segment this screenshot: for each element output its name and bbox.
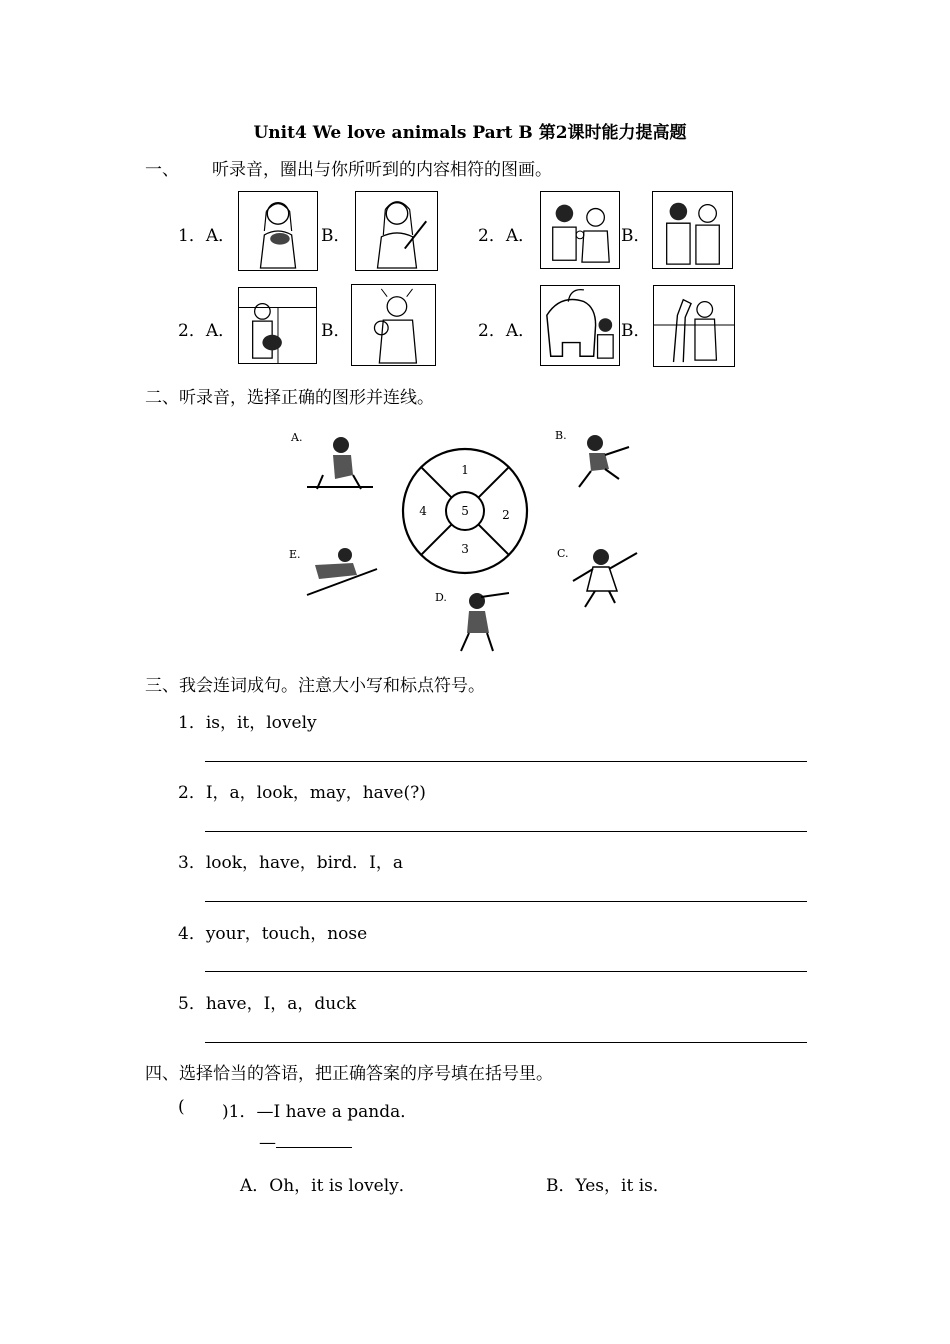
section2-heading: 二、听录音，选择正确的图形并连线。 [145, 388, 434, 408]
wheel-segment-4: 4 [419, 504, 427, 518]
figure-d-girl-dancing-icon [461, 593, 509, 651]
figure-label-c: C. [557, 547, 569, 560]
children-with-flowers-icon [541, 192, 619, 268]
q3-left-number: 2．A． [178, 321, 236, 341]
answer-line-2[interactable] [205, 831, 807, 832]
answer-line-3[interactable] [205, 901, 807, 902]
section3-heading: 三、我会连词成句。注意大小写和标点符号。 [145, 676, 485, 696]
wheel-segment-3: 3 [461, 542, 469, 556]
number-wheel [403, 449, 527, 573]
figure-b-child-running-icon [579, 435, 629, 487]
response-blank[interactable] [276, 1133, 352, 1148]
q4-right-option-b: B． [621, 321, 651, 341]
figure-label-d: D. [435, 591, 447, 604]
option-b[interactable]: B．Yes，it is． [546, 1176, 670, 1196]
two-children-icon [653, 192, 732, 268]
reorder-item-4: 4．your，touch，nose [178, 924, 368, 944]
wheel-segment-5: 5 [461, 504, 469, 518]
q2-right-option-b: B． [621, 226, 651, 246]
girl-with-feather-icon [356, 192, 437, 270]
answer-line-4[interactable] [205, 971, 807, 972]
picture-two-children-talking[interactable] [652, 191, 733, 269]
girl-holding-animal-icon [239, 192, 317, 270]
figure-label-a: A. [291, 431, 303, 444]
wheel-segment-2: 2 [502, 508, 510, 522]
figure-label-b: B. [555, 429, 567, 442]
answer-line-1[interactable] [205, 761, 807, 762]
picture-girl-with-feather[interactable] [355, 191, 438, 271]
figure-a-child-crouching-icon [307, 437, 373, 489]
reorder-item-5: 5．have，I，a，duck [178, 994, 357, 1014]
section1-heading-number: 一、 [145, 160, 179, 180]
wheel-segment-1: 1 [461, 463, 469, 477]
q1-left-option-b: B． [321, 226, 351, 246]
picture-children-with-giraffe[interactable] [653, 285, 735, 367]
question-1-text: )1．—I have a panda． [222, 1102, 418, 1122]
q4-right-number: 2．A． [478, 321, 536, 341]
picture-boy-and-girl-with-flowers[interactable] [540, 191, 620, 269]
figure-c-girl-jumping-icon [573, 549, 637, 607]
option-a[interactable]: A．Oh，it is lovely． [240, 1176, 416, 1196]
picture-girl-with-monkey[interactable] [351, 284, 436, 366]
q1-left-number: 1．A． [178, 226, 236, 246]
picture-child-with-elephant[interactable] [540, 285, 620, 366]
figure-e-child-crawling-icon [307, 548, 377, 595]
response-dash: — [259, 1133, 276, 1153]
response-line[interactable] [259, 1133, 352, 1153]
section4-heading: 四、选择恰当的答语，把正确答案的序号填在括号里。 [145, 1064, 553, 1084]
elephant-icon [541, 286, 619, 365]
section1-heading: 听录音，圈出与你所听到的内容相符的图画。 [212, 160, 552, 180]
picture-boy-with-dog[interactable] [238, 287, 317, 364]
picture-girl-holding-animal[interactable] [238, 191, 318, 271]
figure-label-e: E. [289, 548, 301, 561]
reorder-item-1: 1．is，it，lovely [178, 713, 317, 733]
girl-with-monkey-icon [352, 285, 435, 365]
answer-line-5[interactable] [205, 1042, 807, 1043]
q3-left-option-b: B． [321, 321, 351, 341]
q2-right-number: 2．A． [478, 226, 536, 246]
page-title: Unit4 We love animals Part B 第2课时能力提高题 [253, 123, 687, 143]
reorder-item-2: 2．I，a，look，may，have(?) [178, 783, 426, 803]
answer-bracket-open[interactable]: ( [178, 1097, 185, 1117]
giraffe-icon [654, 286, 734, 366]
reorder-item-3: 3．look，have，bird．I，a [178, 853, 403, 873]
matching-diagram [285, 425, 665, 657]
boy-with-dog-icon [239, 288, 316, 363]
